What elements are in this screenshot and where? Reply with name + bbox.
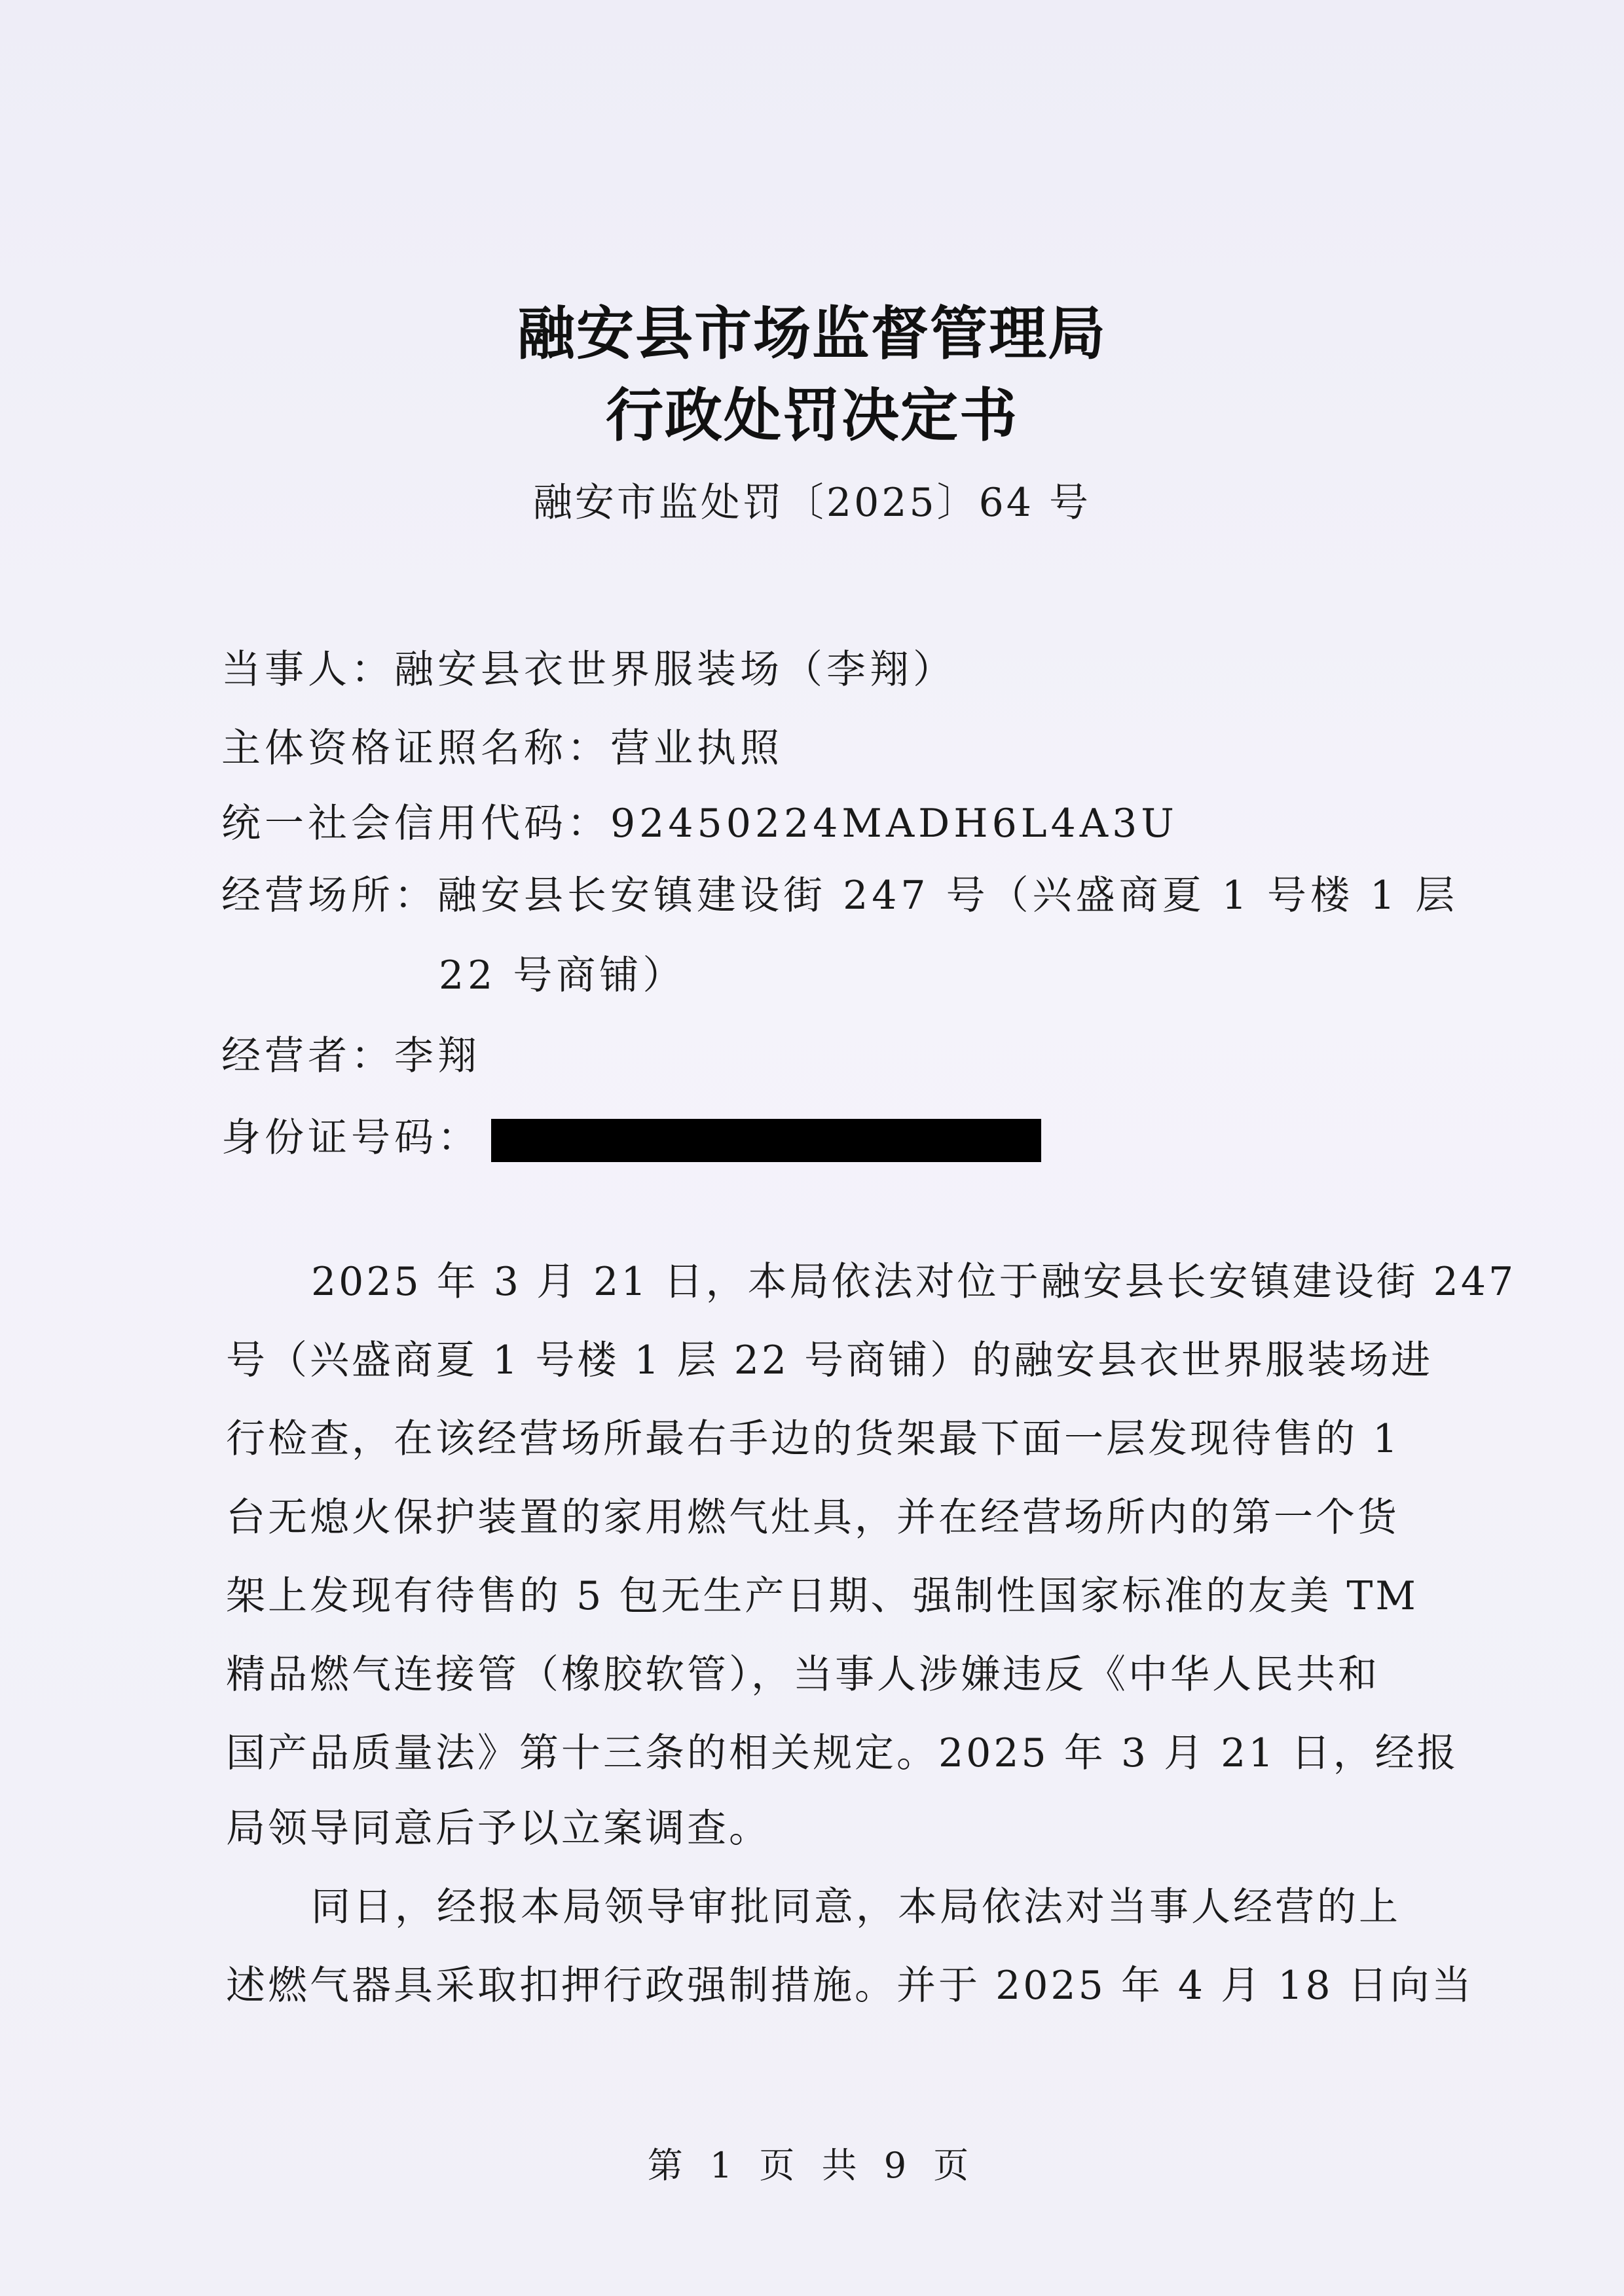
document-title-type: 行政处罚决定书 — [605, 381, 1018, 449]
address-field-line2: 22 号商铺） — [439, 953, 686, 998]
body-p1-line: 2025 年 3 月 21 日，本局依法对位于融安县长安镇建设街 247 — [311, 1259, 1517, 1305]
operator-field: 经营者：李翔 — [221, 1033, 481, 1079]
body-p1-line: 精品燃气连接管（橡胶软管），当事人涉嫌违反《中华人民共和 — [226, 1652, 1380, 1698]
id-number-redaction-bar — [491, 1119, 1041, 1162]
party-field: 当事人：融安县衣世界服装场（李翔） — [221, 647, 956, 693]
body-p2-line: 同日，经报本局领导审批同意，本局依法对当事人经营的上 — [311, 1884, 1401, 1930]
address-field-line1: 经营场所：融安县长安镇建设街 247 号（兴盛商夏 1 号楼 1 层 — [221, 873, 1459, 919]
body-p1-line: 行检查，在该经营场所最右手边的货架最下面一层发现待售的 1 — [226, 1416, 1401, 1462]
body-p1-line: 局领导同意后予以立案调查。 — [226, 1806, 771, 1851]
body-p2-line: 述燃气器具采取扣押行政强制措施。并于 2025 年 4 月 18 日向当 — [226, 1963, 1474, 2009]
license-field: 主体资格证照名称：营业执照 — [221, 725, 783, 771]
body-p1-line: 架上发现有待售的 5 包无生产日期、强制性国家标准的友美 TM — [226, 1573, 1418, 1619]
page-footer: 第 1 页 共 9 页 — [647, 2145, 977, 2186]
body-p1-line: 号（兴盛商夏 1 号楼 1 层 22 号商铺）的融安县衣世界服装场进 — [226, 1338, 1433, 1383]
id-number-label: 身份证号码： — [221, 1115, 481, 1161]
body-p1-line: 台无熄火保护装置的家用燃气灶具，并在经营场所内的第一个货 — [226, 1495, 1399, 1540]
id-number-field — [221, 1106, 1041, 1163]
credit-code-field: 统一社会信用代码：92450224MADH6L4A3U — [221, 801, 1178, 847]
document-number: 融安市监处罚〔2025〕64 号 — [532, 480, 1092, 526]
body-p1-line: 国产品质量法》第十三条的相关规定。2025 年 3 月 21 日，经报 — [226, 1730, 1459, 1776]
document-title-agency: 融安县市场监督管理局 — [517, 299, 1107, 367]
